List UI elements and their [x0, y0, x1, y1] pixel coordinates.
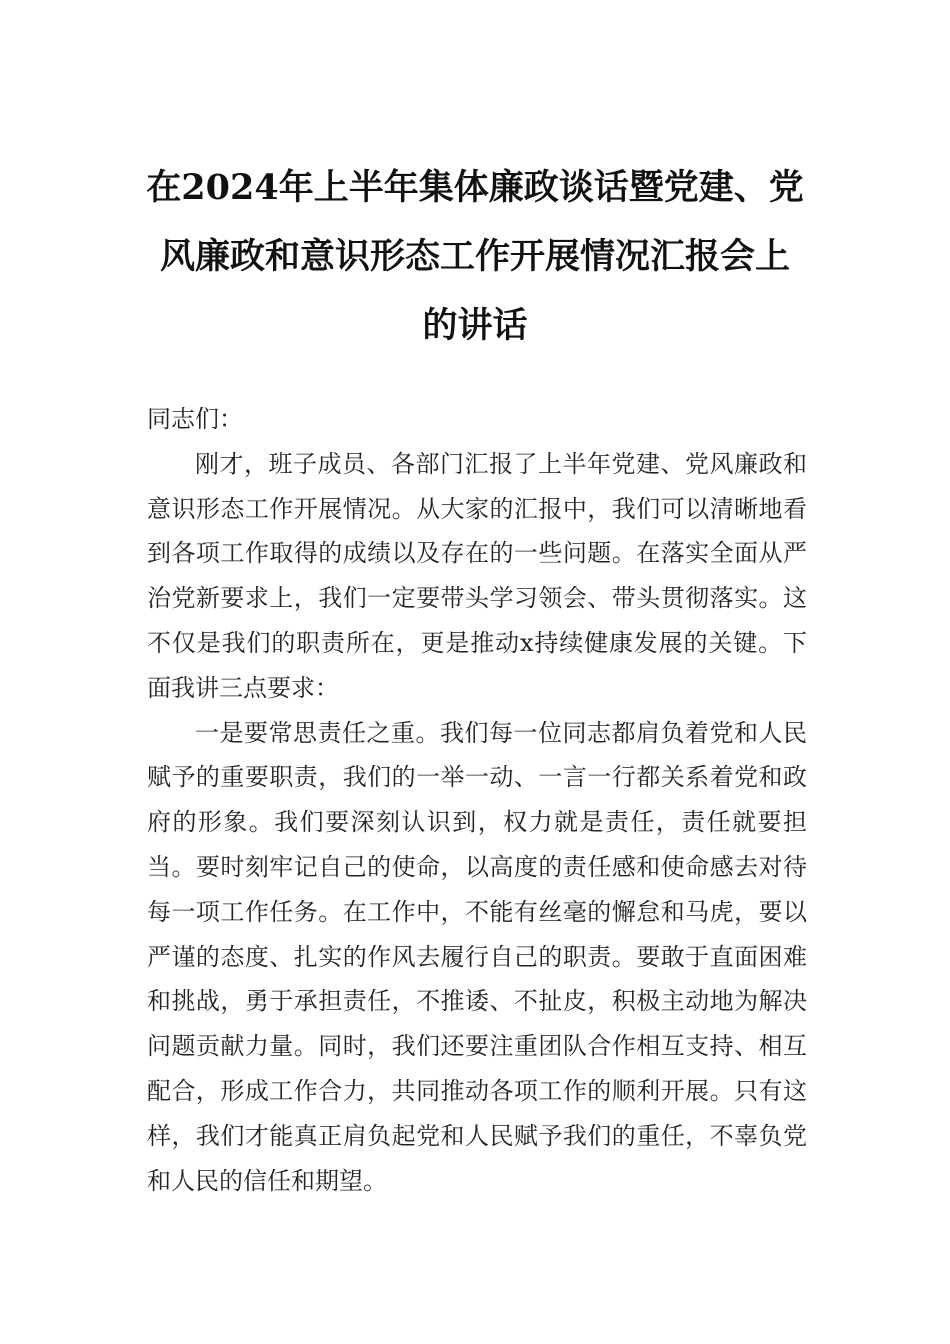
document-body	[147, 397, 807, 1203]
title-line-2: 风廉政和意识形态工作开展情况汇报会上	[159, 236, 790, 277]
paragraph-point-one: 一是要常思责任之重。我们每一位同志都肩负着党和人民赋予的重要职责，我们的一举一动、一言一行都关系着党和政府的形象。我们要深刻认识到，权力就是责任，责任就要担当。要时刻牢记自己的使命，以高度的责任感和使命感去对待每一项工作任务。在工作中，不能有丝毫的懈怠和马虎，要以严谨的态度、扎实的作风去履行自己的职责。要敢于直面困难和挑战，勇于承担责任，不推诿、不扯皮，积极主动地为解决问题贡献力量。同时，我们还要注重团队合作相互支持、相互配合，形成工作合力，共同推动各项工作的顺利开展。只有这样，我们才能真正肩负起党和人民赋予我们的重任，不辜负党和人民的信任和期望。	[147, 718, 807, 1195]
salutation: 同志们：	[147, 405, 243, 433]
title-line-1: 在2024年上半年集体廉政谈话暨党建、党	[146, 167, 804, 208]
document-title	[140, 153, 810, 360]
paragraph-opening: 刚才，班子成员、各部门汇报了上半年党建、党风廉政和意识形态工作开展情况。从大家的汇报中，我们可以清晰地看到各项工作取得的成绩以及存在的一些问题。在落实全面从严治党新要求上，我们一定要带头学习领会、带头贯彻落实。这不仅是我们的职责所在，更是推动x持续健康发展的关键。下面我讲三点要求：	[147, 449, 807, 702]
title-line-3: 的讲话	[422, 305, 528, 346]
